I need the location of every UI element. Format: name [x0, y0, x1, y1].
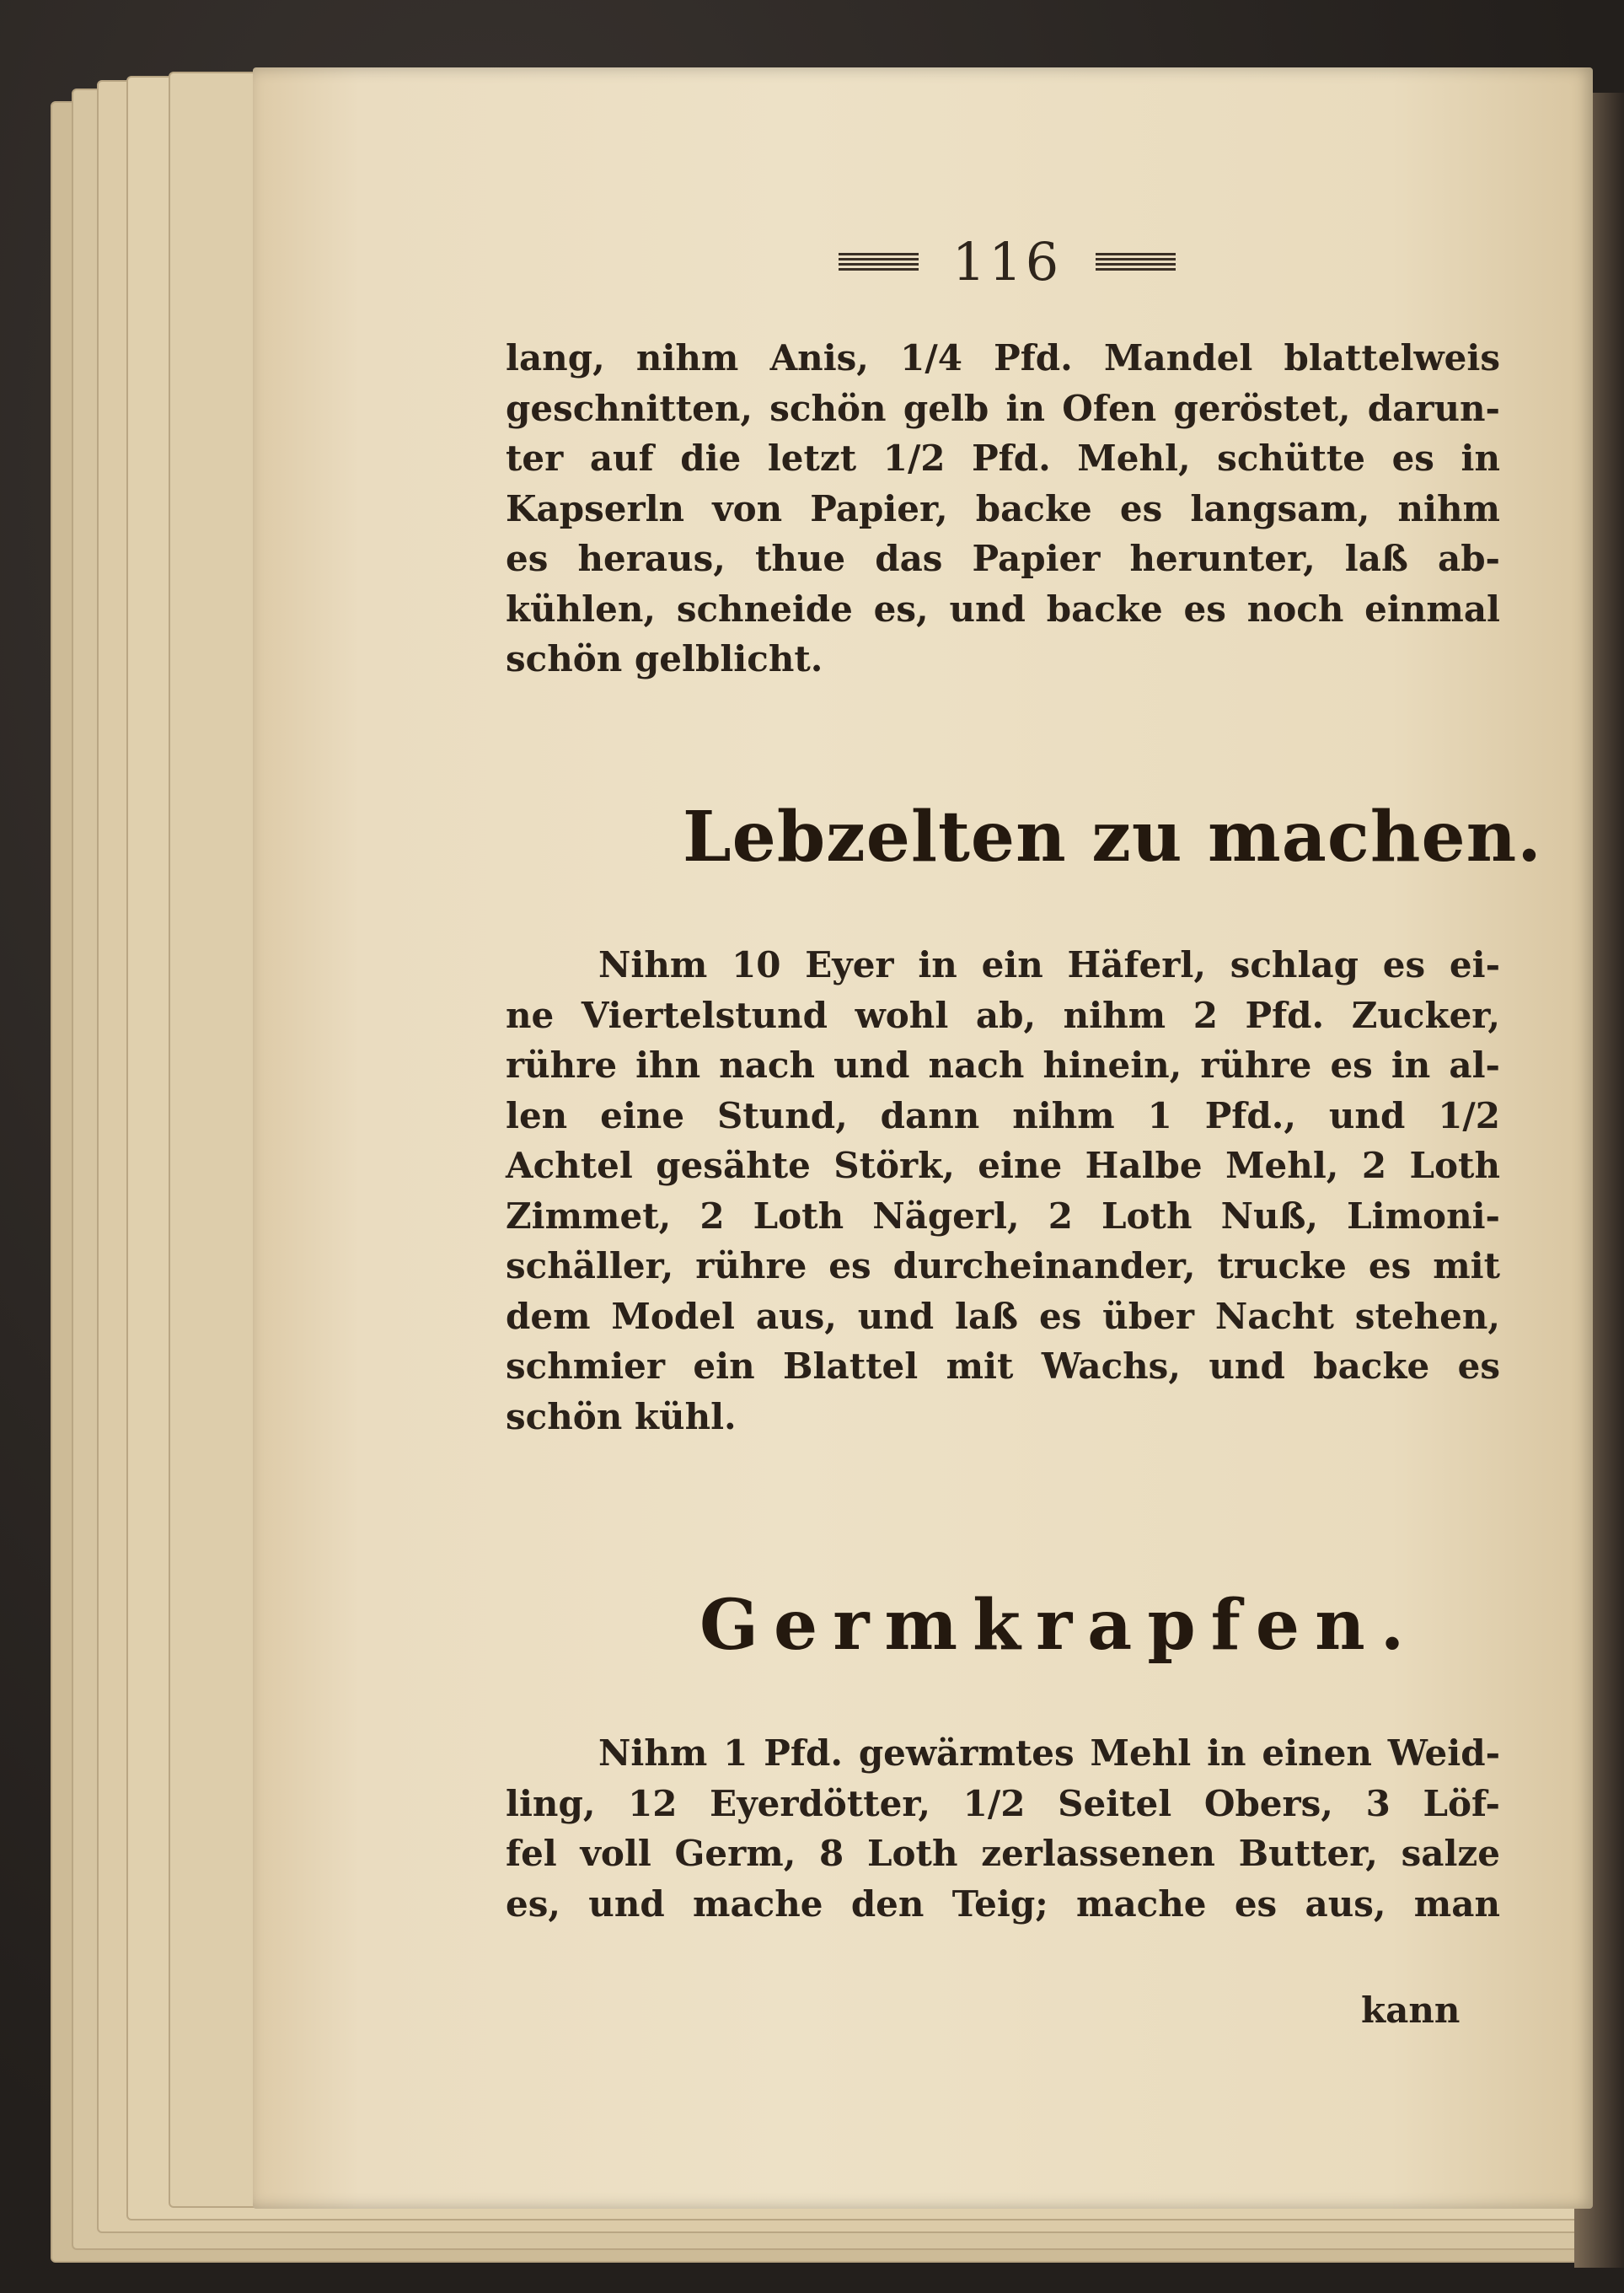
text-line: schäller, rühre es durcheinander, trucke es mit: [506, 1245, 1500, 1286]
paragraph-1: [506, 333, 1500, 685]
page-number: 116: [951, 230, 1063, 293]
recipe-heading-germkrapfen: Germkrapfen.: [699, 1585, 1420, 1666]
text-line: ling, 12 Eyerdötter, 1/2 Seitel Obers, 3 Löf-: [506, 1782, 1500, 1824]
header-ornament-right: [1096, 252, 1176, 271]
text-line: es heraus, thue das Papier herunter, laß ab-: [506, 538, 1500, 579]
text-line: schmier ein Blattel mit Wachs, und backe es: [506, 1345, 1500, 1387]
text-line: fel voll Germ, 8 Loth zerlassenen Butter, salze: [506, 1833, 1500, 1874]
text-line: Zimmet, 2 Loth Nägerl, 2 Loth Nuß, Limoni-: [506, 1195, 1500, 1237]
paragraph-2: [506, 940, 1500, 1442]
recipe-heading-lebzelten: Lebzelten zu machen.: [683, 797, 1542, 878]
text-line: schön kühl.: [506, 1395, 737, 1437]
page-header: [809, 228, 1205, 295]
text-line: schön gelblicht.: [506, 638, 823, 679]
text-line: kühlen, schneide es, und backe es noch einmal: [506, 588, 1500, 630]
catchword: kann: [1361, 1990, 1461, 2031]
text-line: dem Model aus, und laß es über Nacht stehen,: [506, 1295, 1500, 1337]
text-line: ne Viertelstund wohl ab, nihm 2 Pfd. Zucker,: [506, 994, 1500, 1036]
text-line: len eine Stund, dann nihm 1 Pfd., und 1/2: [506, 1094, 1500, 1136]
text-line: Kapserln von Papier, backe es langsam, nihm: [506, 487, 1500, 529]
text-line: Achtel gesähte Störk, eine Halbe Mehl, 2 Loth: [506, 1145, 1500, 1186]
text-line: geschnitten, schön gelb in Ofen geröstet, darun-: [506, 387, 1500, 429]
paragraph-3: [506, 1728, 1500, 1929]
header-ornament-left: [839, 252, 919, 271]
text-line: Nihm 1 Pfd. gewärmtes Mehl in einen Weid-: [598, 1732, 1500, 1774]
text-line: rühre ihn nach und nach hinein, rühre es in al-: [506, 1044, 1500, 1086]
text-line: lang, nihm Anis, 1/4 Pfd. Mandel blattelweis: [506, 337, 1500, 379]
text-line: es, und mache den Teig; mache es aus, man: [506, 1882, 1500, 1925]
text-line: Nihm 10 Eyer in ein Häferl, schlag es ei-: [598, 944, 1500, 985]
text-line: ter auf die letzt 1/2 Pfd. Mehl, schütte es in: [506, 438, 1500, 479]
